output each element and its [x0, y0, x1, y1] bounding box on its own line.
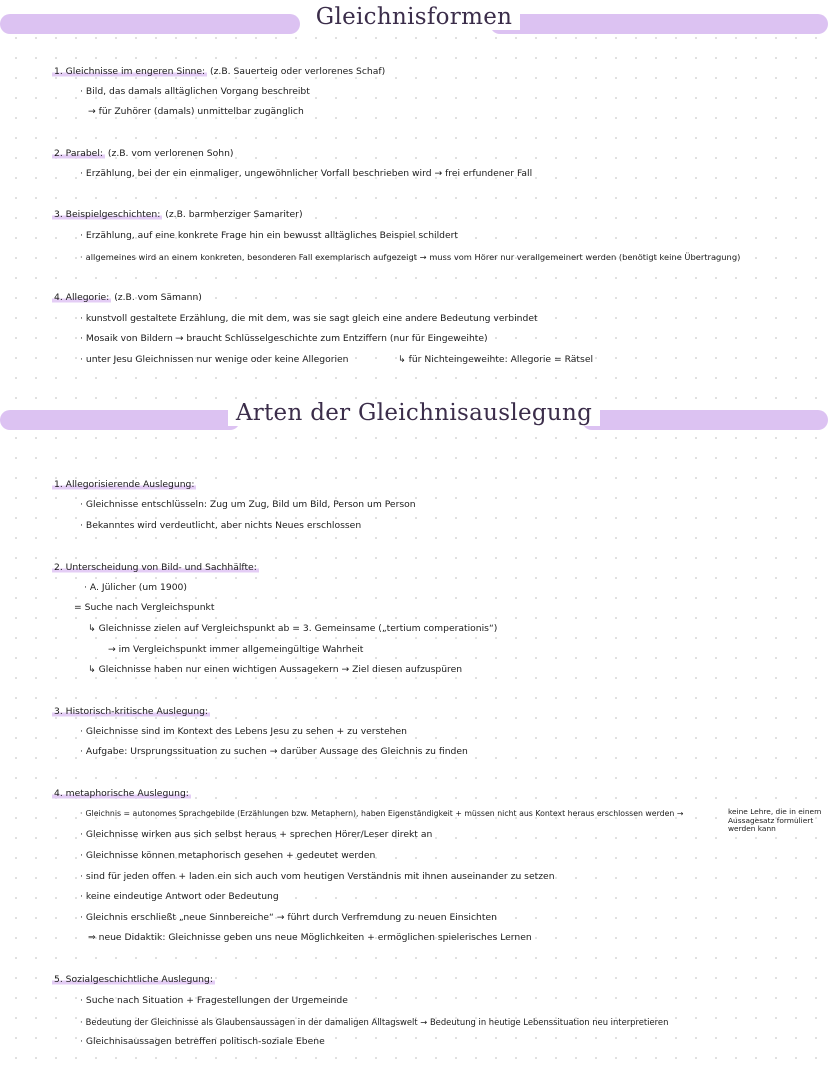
list-item: · Gleichnisaussagen betreffen politisch-soziale Ebene: [80, 1036, 325, 1048]
list-item: · Suche nach Situation + Fragestellungen der Urgemeinde: [80, 995, 348, 1007]
heading-metaphorische-auslegung: 4. metaphorische Auslegung:: [54, 788, 189, 799]
heading-historisch-kritische-auslegung: 3. Historisch-kritische Auslegung:: [54, 706, 209, 717]
list-item: · allgemeines wird an einem konkreten, besonderen Fall exemplarisch aufgezeigt → muss vom Hörer nur verallgemeinert werden (benötigt keine Übertragung): [80, 251, 740, 263]
list-item: ↳ Gleichnisse haben nur einen wichtigen Aussagekern → Ziel diesen aufzuspüren: [88, 664, 463, 675]
list-item: · Bild, das damals alltäglichen Vorgang beschreibt: [80, 86, 310, 98]
heading-allegorie: 4. Allegorie: (z.B. vom Sämann): [54, 292, 202, 303]
list-item: · Bedeutung der Gleichnisse als Glaubensaussagen in der damaligen Alltagswelt → Bedeutung in heutige Lebenssituation neu interpretieren: [80, 1016, 668, 1028]
heading-note: (z.B. vom verlorenen Sohn): [107, 148, 234, 159]
section-banner-gleichnisauslegung: [0, 400, 828, 436]
list-item-note: ↳ für Nichteingeweihte: Allegorie = Rätsel: [398, 354, 594, 365]
heading-beispielgeschichten: 3. Beispielgeschichten: (z.B. barmherziger Samariter): [54, 209, 303, 220]
list-item: · Gleichnis erschließt „neue Sinnbereiche“ → führt durch Verfremdung zu neuen Einsichten: [80, 912, 497, 924]
heading-note: (z.B. barmherziger Samariter): [165, 209, 303, 220]
list-item: · Gleichnisse wirken aus sich selbst heraus + sprechen Hörer/Leser direkt an: [80, 829, 432, 841]
list-item: · Gleichnis = autonomes Sprachgebilde (Erzählungen bzw. Metaphern), haben Eigenständigkeit + müssen nicht aus Kontext heraus erschlossen werden →: [80, 808, 683, 820]
section-title: Arten der Gleichnisauslegung: [0, 400, 828, 426]
heading-note: (z.B. vom Sämann): [114, 292, 202, 303]
heading-gleichnisse-engeren-sinne: 1. Gleichnisse im engeren Sinne: (z.B. Sauerteig oder verlorenes Schaf): [54, 66, 386, 77]
list-item: · A. Jülicher (um 1900): [84, 582, 187, 594]
heading-allegorisierende-auslegung: 1. Allegorisierende Auslegung:: [54, 479, 195, 490]
list-item: · Gleichnisse können metaphorisch gesehen + gedeutet werden: [80, 850, 375, 862]
heading-bild-sachhaelfte: 2. Unterscheidung von Bild- und Sachhälfte:: [54, 562, 257, 573]
list-item: · Aufgabe: Ursprungssituation zu suchen → darüber Aussage des Gleichnis zu finden: [80, 746, 468, 758]
heading-parabel: 2. Parabel: (z.B. vom verlorenen Sohn): [54, 148, 234, 159]
list-item: · unter Jesu Gleichnissen nur wenige oder keine Allegorien: [80, 354, 349, 366]
page-title: Gleichnisformen: [0, 4, 828, 30]
list-item: · Gleichnisse sind im Kontext des Lebens Jesu zu sehen + zu verstehen: [80, 726, 407, 738]
list-item: → im Vergleichspunkt immer allgemeingültige Wahrheit: [108, 644, 364, 655]
list-item: · Erzählung, bei der ein einmaliger, ungewöhnlicher Vorfall beschrieben wird → frei erfundener Fall: [80, 168, 532, 180]
list-item: · Mosaik von Bildern → braucht Schlüsselgeschichte zum Entziffern (nur für Eingeweihte): [80, 333, 488, 345]
heading-note: (z.B. Sauerteig oder verlorenes Schaf): [210, 66, 386, 77]
heading-sozialgeschichtliche-auslegung: 5. Sozialgeschichtliche Auslegung:: [54, 974, 213, 985]
list-item: · keine eindeutige Antwort oder Bedeutung: [80, 891, 279, 903]
list-item: → für Zuhörer (damals) unmittelbar zugänglich: [88, 106, 304, 117]
side-note: keine Lehre, die in einem Aussagesatz formuliert werden kann: [728, 807, 822, 833]
list-item: · sind für jeden offen + laden ein sich auch vom heutigen Verständnis mit ihnen auseinander zu setzen: [80, 871, 555, 883]
list-item: · Bekanntes wird verdeutlicht, aber nichts Neues erschlossen: [80, 520, 361, 532]
list-item: · Gleichnisse entschlüsseln: Zug um Zug, Bild um Bild, Person um Person: [80, 499, 416, 511]
list-item: · kunstvoll gestaltete Erzählung, die mit dem, was sie sagt gleich eine andere Bedeutung verbindet: [80, 313, 538, 325]
list-item: ⇒ neue Didaktik: Gleichnisse geben uns neue Möglichkeiten + ermöglichen spielerisches Lernen: [88, 932, 532, 943]
list-item: · Erzählung, auf eine konkrete Frage hin ein bewusst alltägliches Beispiel schildert: [80, 230, 458, 242]
list-item: ↳ Gleichnisse zielen auf Vergleichspunkt ab = 3. Gemeinsame („tertium comperationis“): [88, 623, 498, 634]
section-banner-gleichnisformen: [0, 4, 828, 40]
list-item: = Suche nach Vergleichspunkt: [74, 602, 215, 613]
